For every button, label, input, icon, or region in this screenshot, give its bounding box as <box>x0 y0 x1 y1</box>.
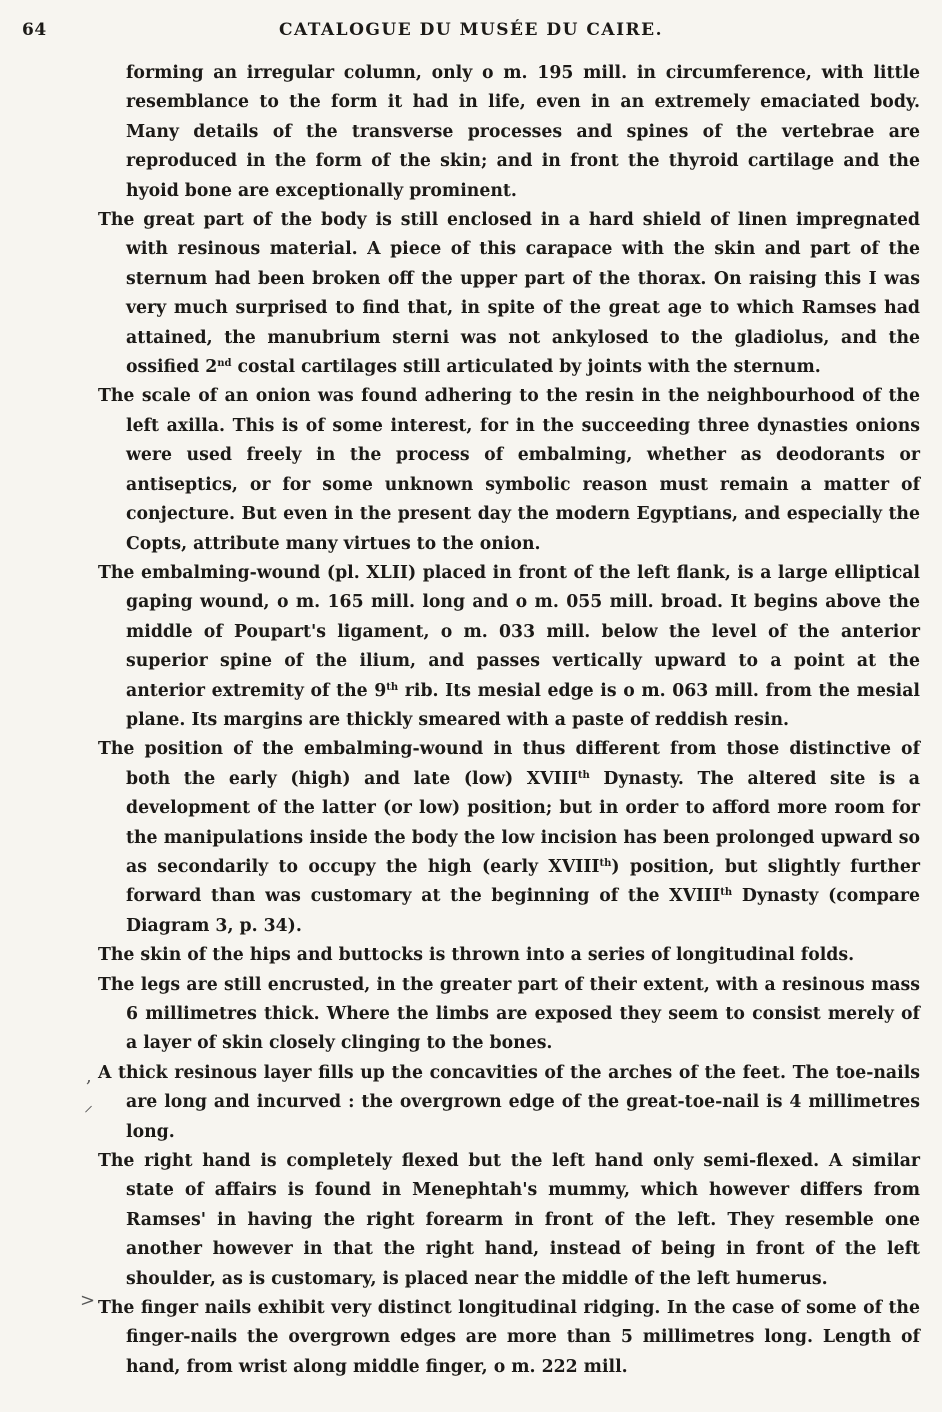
superscript: nd <box>217 358 232 370</box>
paragraph-text: ) position, but slightly further forward than was customary at the beginning of the XVIII <box>126 856 920 907</box>
body-text <box>98 59 920 1382</box>
paragraph-text: costal cartilages still articulated by joints with the sternum. <box>231 357 821 378</box>
paragraph-text: The right hand is completely flexed but the left hand only semi-flexed. A similar state of affairs is found in Menephtah's mummy, which however differs from Ramses' in having the right forearm in front of the left. They resemble one another however in that the right hand, instead of being in front of the left shoulder, as is customary, is placed near the middle of the left humerus. <box>98 1151 920 1289</box>
paragraph-text: The great part of the body is still enclosed in a hard shield of linen impregnated with resinous material. A piece of this carapace with the skin and part of the sternum had been broken off the upper part of the thorax. On raising this I was very much surprised to find that, in spite of the great age to which Ramses had attained, the manubrium sterni was not ankylosed to the gladiolus, and the ossified 2 <box>98 210 920 378</box>
margin-arrow-mark: > <box>80 1290 96 1311</box>
paragraph-hips <box>98 941 920 970</box>
paragraph-hands <box>98 1147 920 1294</box>
paragraph-text: The embalming-wound (pl. XLII) placed in front of the left flank, is a large elliptical gaping wound, o m. 165 mill. long and o m. 055 mill. broad. It begins above the middle of Poupart's ligament, o m. 033 mill. below the level of the anterior superior spine of the ilium, and passes vertically upward to a point at the anterior extremity of the 9 <box>98 562 920 701</box>
paragraph-thorax <box>98 206 920 382</box>
margin-comma-mark: , <box>86 1066 92 1087</box>
paragraph-text: The finger nails exhibit very distinct longitudinal ridging. In the case of some of the finger-nails the overgrown edges are more than 5 millimetres long. Length of hand, from wrist along middle finger, o m. 222 mill. <box>98 1298 920 1377</box>
superscript: th <box>720 887 733 899</box>
page-number: 64 <box>22 20 47 40</box>
paragraph-legs <box>98 971 920 1059</box>
paragraph-text: The scale of an onion was found adhering to the resin in the neighbourhood of the left axilla. This is of some interest, for in the succeeding three dynasties onions were used freely in the process of embalming, whether as deodorants or antiseptics, or for some unknown symbolic reason must remain a matter of conjecture. But even in the present day the modern Egyptians, and especially the Copts, attribute many virtues to the onion. <box>98 386 920 554</box>
paragraph-onion <box>98 382 920 558</box>
paragraph-text: The position of the embalming-wound in thus different from those distinctive of both the early (high) and late (low) XVIII <box>98 739 920 789</box>
paragraph-text: The skin of the hips and buttocks is thrown into a series of longitudinal folds. <box>98 945 855 966</box>
margin-dash-mark: ⸝ <box>84 1095 93 1116</box>
paragraph-text: The legs are still encrusted, in the greater part of their extent, with a resinous mass 6 millimetres thick. Where the limbs are exposed they seem to consist merely of a layer of skin closely clinging to the bones. <box>98 974 920 1054</box>
running-header: CATALOGUE DU MUSÉE DU CAIRE. <box>278 20 664 40</box>
paragraph-text: Dynasty. The altered site is a development of the latter (or low) position; but in order to afford more room for the manipulations inside the body the low incision has been prolonged upward so as secondarily to occupy the high (early XVIII <box>126 768 920 877</box>
paragraph-text: A thick resinous layer fills up the concavities of the arches of the feet. The toe-nails are long and incurved : the overgrown edge of the great-toe-nail is 4 millimetres long. <box>98 1062 920 1142</box>
superscript: th <box>599 857 612 869</box>
paragraph-finger-nails <box>98 1294 920 1382</box>
paragraph-text: Dynasty (compare Diagram 3, p. 34). <box>126 886 920 936</box>
superscript: th <box>577 769 590 781</box>
paragraph-feet <box>98 1059 920 1147</box>
paragraph-cervical <box>98 59 920 206</box>
superscript: th <box>386 681 399 693</box>
paragraph-text: rib. Its mesial edge is o m. 063 mill. from the mesial plane. Its margins are thickly smeared with a paste of reddish resin. <box>126 680 920 730</box>
paragraph-text: forming an irregular column, only o m. 195 mill. in circumference, with little resemblance to the form it had in life, even in an extremely emaciated body. Many details of the transverse processes and spines of the vertebrae are reproduced in the form of the skin; and in front the thyroid cartilage and the hyoid bone are exceptionally prominent. <box>126 63 920 201</box>
paragraph-wound-position <box>98 735 920 941</box>
paragraph-embalming-wound <box>98 559 920 735</box>
